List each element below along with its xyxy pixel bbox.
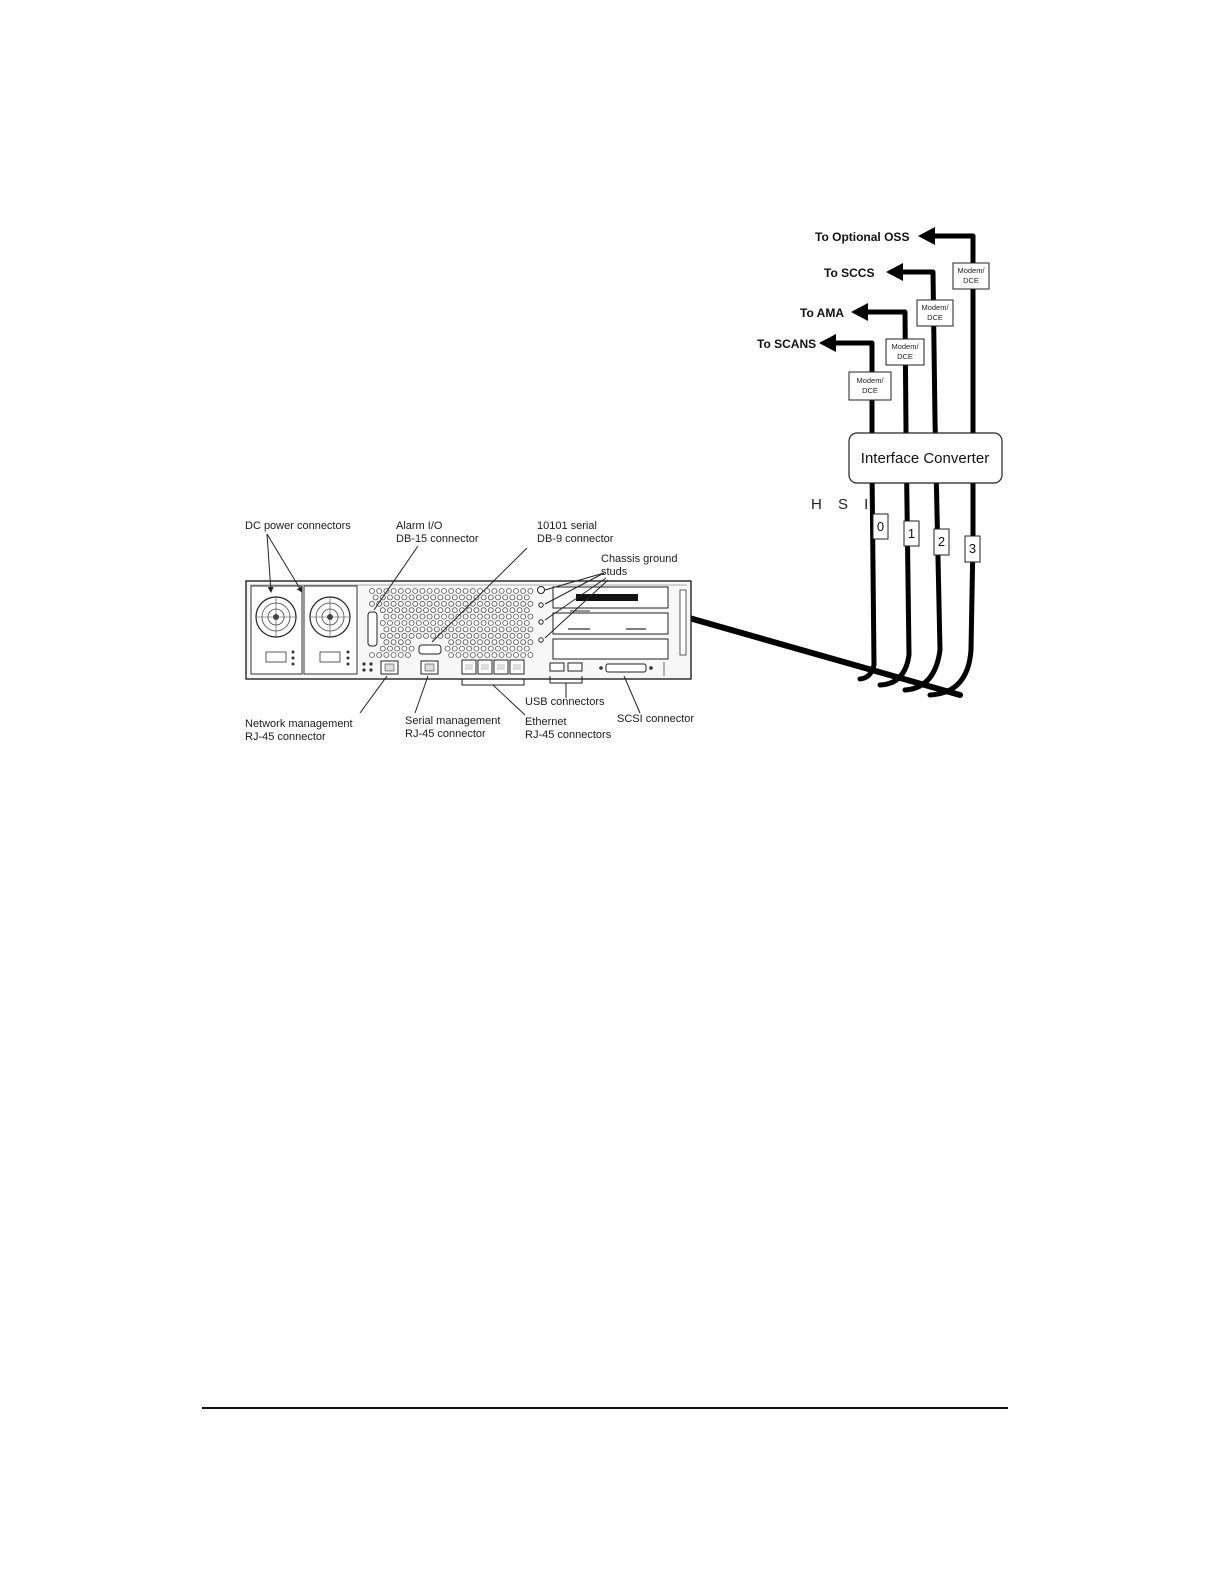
vent-hole	[510, 633, 515, 638]
vent-hole	[442, 601, 447, 606]
modem-box-scans	[849, 372, 891, 400]
vent-hole	[510, 621, 515, 626]
vent-hole	[506, 614, 511, 619]
vent-hole	[463, 614, 468, 619]
vent-hole	[388, 633, 393, 638]
vent-hole	[492, 614, 497, 619]
vent-hole	[452, 595, 457, 600]
vent-hole	[384, 640, 389, 645]
vent-hole	[499, 653, 504, 658]
vent-hole	[460, 595, 465, 600]
vent-hole	[470, 589, 475, 594]
callout-serial-line1: 10101 serial	[537, 520, 597, 532]
vent-hole	[488, 633, 493, 638]
callout-netmgmt-line1: Network management	[245, 718, 353, 730]
modem-box-oss	[953, 263, 989, 289]
vent-hole	[492, 653, 497, 658]
vent-hole	[424, 621, 429, 626]
vent-hole	[503, 621, 508, 626]
vent-hole	[395, 608, 400, 613]
callout-netmgmt-line2: RJ-45 connector	[245, 731, 326, 743]
vent-hole	[413, 589, 418, 594]
vent-hole	[496, 646, 501, 651]
vent-hole	[380, 608, 385, 613]
vent-hole	[395, 633, 400, 638]
vent-hole	[420, 589, 425, 594]
port-tag-3	[965, 536, 980, 562]
vent-hole	[395, 621, 400, 626]
vent-hole	[485, 640, 490, 645]
vent-hole	[416, 621, 421, 626]
vent-hole	[416, 608, 421, 613]
vent-hole	[391, 627, 396, 632]
vent-hole	[524, 595, 529, 600]
modem-label-line1: Modem/	[921, 303, 949, 312]
vent-hole	[402, 633, 407, 638]
vent-hole	[470, 614, 475, 619]
callout-sermgmt-line1: Serial management	[405, 715, 501, 727]
vent-hole	[391, 653, 396, 658]
callout-alarm-line1: Alarm I/O	[396, 520, 443, 532]
callout-serial-line2: DB-9 connector	[537, 533, 614, 545]
vent-hole	[488, 608, 493, 613]
vent-hole	[463, 653, 468, 658]
vent-hole	[474, 633, 479, 638]
vent-hole	[456, 614, 461, 619]
pci-slots	[553, 587, 686, 659]
vent-hole	[485, 614, 490, 619]
vent-hole	[524, 633, 529, 638]
vent-hole	[449, 601, 454, 606]
vent-hole	[510, 595, 515, 600]
vent-hole	[384, 601, 389, 606]
vent-hole	[434, 614, 439, 619]
power-supply-2	[304, 586, 357, 674]
footer-rule	[202, 1407, 1008, 1409]
vent-hole	[395, 646, 400, 651]
vent-hole	[398, 627, 403, 632]
modem-label-line2: DCE	[927, 313, 943, 322]
vent-hole	[438, 621, 443, 626]
usb-port-1	[550, 663, 564, 671]
vent-hole	[431, 608, 436, 613]
vent-hole	[388, 621, 393, 626]
callout-dc-power: DC power connectors	[245, 520, 351, 532]
vent-hole	[449, 627, 454, 632]
vent-hole	[377, 589, 382, 594]
vent-hole	[431, 621, 436, 626]
vent-hole	[467, 595, 472, 600]
vent-hole	[499, 601, 504, 606]
vent-hole	[416, 633, 421, 638]
callout-sermgmt-line2: RJ-45 connector	[405, 728, 486, 740]
vent-hole	[456, 601, 461, 606]
vent-hole	[514, 653, 519, 658]
vent-hole	[398, 614, 403, 619]
vent-hole	[485, 653, 490, 658]
vent-hole	[467, 633, 472, 638]
vent-hole	[521, 627, 526, 632]
vent-hole	[420, 627, 425, 632]
vent-hole	[460, 633, 465, 638]
vent-hole	[406, 589, 411, 594]
vent-hole	[398, 601, 403, 606]
modem-box-sccs	[917, 300, 953, 326]
server-chassis	[246, 581, 691, 679]
vent-hole	[388, 608, 393, 613]
vent-hole	[388, 646, 393, 651]
vent-hole	[517, 595, 522, 600]
vent-hole	[420, 601, 425, 606]
vent-hole	[445, 608, 450, 613]
vent-hole	[463, 601, 468, 606]
port-tag-0	[873, 514, 888, 539]
arrowhead-oss	[918, 227, 935, 245]
vent-hole	[492, 589, 497, 594]
vent-hole	[506, 653, 511, 658]
vent-hole	[528, 601, 533, 606]
vent-hole	[524, 646, 529, 651]
vent-hole	[481, 621, 486, 626]
callout-eth-line1: Ethernet	[525, 716, 567, 728]
vent-hole	[456, 653, 461, 658]
vent-hole	[528, 589, 533, 594]
vent-hole	[499, 627, 504, 632]
vent-hole	[478, 653, 483, 658]
dest-label-sccs: To SCCS	[824, 266, 875, 280]
vent-hole	[517, 621, 522, 626]
vent-hole	[449, 614, 454, 619]
vent-hole	[384, 614, 389, 619]
ground-stud-3	[539, 620, 543, 624]
vent-hole	[506, 601, 511, 606]
vent-hole	[427, 601, 432, 606]
callout-ground-line2: studs	[601, 566, 628, 578]
vent-hole	[398, 653, 403, 658]
vent-hole	[499, 640, 504, 645]
serial-db9-port	[419, 645, 441, 654]
vent-hole	[514, 614, 519, 619]
modem-label-line2: DCE	[963, 276, 979, 285]
vent-hole	[524, 621, 529, 626]
callout-eth-line2: RJ-45 connectors	[525, 729, 612, 741]
vent-hole	[449, 653, 454, 658]
vent-hole	[467, 608, 472, 613]
vent-hole	[406, 614, 411, 619]
vent-hole	[463, 589, 468, 594]
vent-hole	[424, 595, 429, 600]
vent-hole	[384, 653, 389, 658]
vent-hole	[452, 633, 457, 638]
vent-hole	[481, 595, 486, 600]
vent-hole	[514, 601, 519, 606]
vent-hole	[416, 595, 421, 600]
port-tag-1	[904, 521, 919, 546]
vent-hole	[463, 640, 468, 645]
vent-hole	[514, 589, 519, 594]
vent-hole	[395, 595, 400, 600]
vent-hole	[467, 646, 472, 651]
vent-hole	[434, 627, 439, 632]
vent-hole	[442, 627, 447, 632]
vent-hole	[402, 608, 407, 613]
vent-hole	[449, 589, 454, 594]
vent-hole	[478, 627, 483, 632]
vent-hole	[470, 653, 475, 658]
vent-hole	[506, 640, 511, 645]
vent-hole	[481, 646, 486, 651]
vent-hole	[503, 608, 508, 613]
dest-label-scans: To SCANS	[757, 337, 817, 351]
vent-hole	[481, 633, 486, 638]
vent-hole	[424, 633, 429, 638]
svg-text:3: 3	[968, 541, 977, 556]
vent-hole	[488, 646, 493, 651]
vent-hole	[517, 633, 522, 638]
arrowhead-sccs	[886, 263, 903, 281]
svg-text:2: 2	[937, 534, 946, 549]
vent-hole	[463, 627, 468, 632]
vent-hole	[388, 595, 393, 600]
callout-ground-line1: Chassis ground	[601, 553, 678, 565]
vent-hole	[524, 608, 529, 613]
vent-hole	[503, 633, 508, 638]
vent-hole	[470, 640, 475, 645]
vent-hole	[521, 614, 526, 619]
modem-label-line1: Modem/	[891, 342, 919, 351]
vent-hole	[391, 589, 396, 594]
ground-stud-2	[539, 603, 543, 607]
ground-stud-4	[539, 638, 543, 642]
vent-hole	[413, 614, 418, 619]
vent-hole	[499, 614, 504, 619]
vent-hole	[384, 627, 389, 632]
vent-hole	[510, 646, 515, 651]
vent-hole	[496, 633, 501, 638]
vent-hole	[456, 589, 461, 594]
vent-hole	[506, 627, 511, 632]
vent-hole	[380, 633, 385, 638]
alarm-db15-port	[368, 612, 377, 646]
interface-converter	[849, 433, 1002, 483]
hsi-label: H S I	[811, 496, 875, 513]
vent-hole	[503, 595, 508, 600]
vent-hole	[528, 653, 533, 658]
vent-hole	[517, 646, 522, 651]
vent-hole	[380, 646, 385, 651]
vent-hole	[467, 621, 472, 626]
vent-hole	[488, 621, 493, 626]
vent-hole	[406, 653, 411, 658]
svg-text:0: 0	[876, 519, 885, 534]
vent-hole	[370, 653, 375, 658]
vent-hole	[391, 614, 396, 619]
vent-hole	[521, 653, 526, 658]
vent-hole	[402, 621, 407, 626]
arrowhead-ama	[851, 303, 868, 321]
vent-hole	[485, 601, 490, 606]
vent-hole	[406, 640, 411, 645]
dest-label-oss: To Optional OSS	[815, 230, 910, 244]
vent-hole	[521, 601, 526, 606]
vent-hole	[488, 595, 493, 600]
vent-hole	[420, 614, 425, 619]
vent-hole	[409, 608, 414, 613]
vent-hole	[492, 640, 497, 645]
vent-hole	[373, 595, 378, 600]
vent-hole	[517, 608, 522, 613]
vent-hole	[413, 601, 418, 606]
vent-hole	[438, 608, 443, 613]
vent-hole	[370, 589, 375, 594]
vent-hole	[445, 633, 450, 638]
vent-hole	[442, 589, 447, 594]
vent-hole	[492, 627, 497, 632]
callout-usb: USB connectors	[525, 696, 605, 708]
vent-hole	[370, 601, 375, 606]
vent-hole	[528, 627, 533, 632]
vent-hole	[514, 640, 519, 645]
vent-hole	[402, 595, 407, 600]
callout-scsi: SCSI connector	[617, 713, 695, 725]
vent-hole	[496, 621, 501, 626]
vent-hole	[452, 646, 457, 651]
vent-hole	[474, 621, 479, 626]
vent-hole	[496, 595, 501, 600]
modem-label-line2: DCE	[897, 352, 913, 361]
vent-hole	[503, 646, 508, 651]
port-tag-2	[934, 529, 949, 555]
vent-hole	[492, 601, 497, 606]
vent-hole	[391, 640, 396, 645]
vent-hole	[456, 640, 461, 645]
vent-hole	[478, 614, 483, 619]
vent-hole	[434, 601, 439, 606]
vent-hole	[445, 595, 450, 600]
vent-hole	[510, 608, 515, 613]
vent-hole	[452, 608, 457, 613]
vent-hole	[427, 614, 432, 619]
ground-stud-1	[538, 587, 545, 594]
vent-hole	[424, 608, 429, 613]
power-supply-1	[251, 586, 302, 674]
vent-hole	[449, 640, 454, 645]
vent-hole	[406, 627, 411, 632]
vent-hole	[442, 614, 447, 619]
vent-hole	[402, 646, 407, 651]
vent-hole	[409, 633, 414, 638]
vent-hole	[409, 595, 414, 600]
vent-hole	[499, 589, 504, 594]
vent-hole	[377, 653, 382, 658]
vent-hole	[434, 589, 439, 594]
interface-converter-label: Interface Converter	[860, 450, 990, 467]
vent-hole	[406, 601, 411, 606]
vent-hole	[431, 633, 436, 638]
vent-hole	[460, 621, 465, 626]
vent-hole	[409, 621, 414, 626]
vent-hole	[474, 646, 479, 651]
vent-hole	[398, 589, 403, 594]
vent-hole	[391, 601, 396, 606]
usb-port-2	[568, 663, 582, 671]
vent-hole	[427, 589, 432, 594]
vent-hole	[521, 589, 526, 594]
arrowhead-scans	[819, 334, 836, 352]
modem-label-line1: Modem/	[856, 376, 884, 385]
modem-label-line1: Modem/	[957, 266, 985, 275]
vent-hole	[409, 646, 414, 651]
modem-label-line2: DCE	[862, 386, 878, 395]
vent-hole	[445, 646, 450, 651]
vent-hole	[481, 608, 486, 613]
vent-hole	[438, 595, 443, 600]
vent-hole	[460, 646, 465, 651]
vent-hole	[398, 640, 403, 645]
vent-hole	[470, 627, 475, 632]
svg-text:1: 1	[907, 526, 916, 541]
scsi-port	[606, 664, 646, 672]
vent-hole	[528, 640, 533, 645]
vent-hole	[380, 621, 385, 626]
vent-hole	[474, 608, 479, 613]
vent-hole	[478, 640, 483, 645]
vent-hole	[521, 640, 526, 645]
vent-hole	[431, 595, 436, 600]
vent-hole	[413, 627, 418, 632]
vent-hole	[506, 589, 511, 594]
vent-hole	[514, 627, 519, 632]
modem-box-ama	[886, 339, 924, 365]
vent-hole	[528, 614, 533, 619]
callout-alarm-line2: DB-15 connector	[396, 533, 479, 545]
vent-hole	[456, 627, 461, 632]
vent-hole	[496, 608, 501, 613]
vent-hole	[478, 601, 483, 606]
vent-hole	[485, 627, 490, 632]
dest-label-ama: To AMA	[800, 306, 844, 320]
vent-hole	[427, 627, 432, 632]
